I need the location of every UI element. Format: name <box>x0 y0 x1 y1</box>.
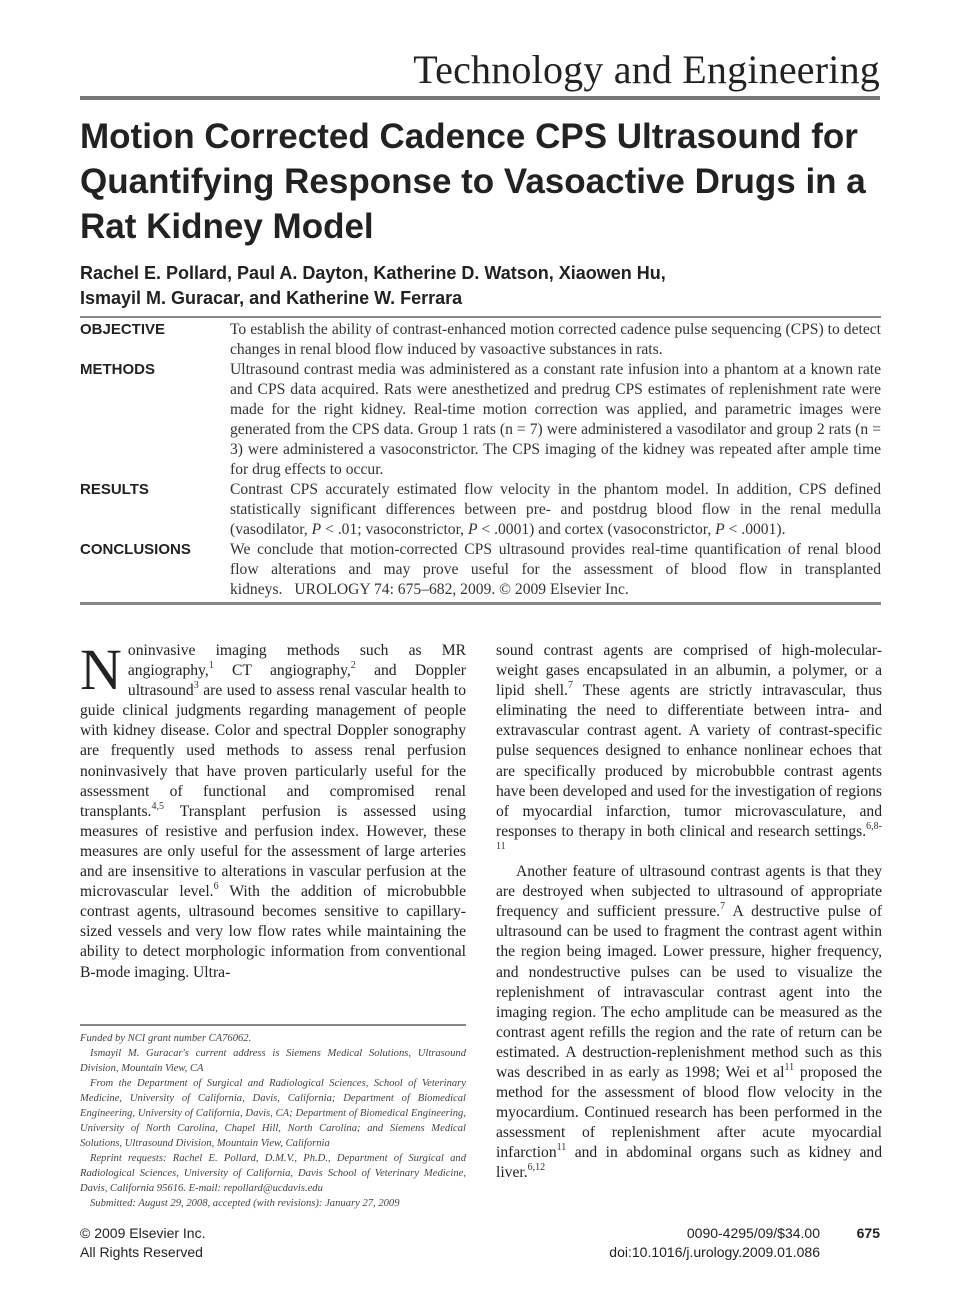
author-line-1: Rachel E. Pollard, Paul A. Dayton, Katherine D. Watson, Xiaowen Hu, <box>80 263 666 283</box>
abstract-text: To establish the ability of contrast-enhanced motion corrected cadence pulse sequencing (CPS) to detect changes in renal blood flow induced by vasoactive substances in rats. <box>230 321 881 358</box>
abstract-label: CONCLUSIONS <box>80 541 191 558</box>
reference-link[interactable]: 7 <box>720 901 726 913</box>
footnote-address: Ismayil M. Guracar's current address is Siemens Medical Solutions, Ultrasound Division, Mountain View, CA <box>80 1048 466 1074</box>
abstract-label: METHODS <box>80 361 155 378</box>
journal-citation: UROLOGY 74: 675–682, 2009. © 2009 Elsevier Inc. <box>294 581 629 598</box>
footnote-funding: Funded by NCI grant number CA76062. <box>80 1033 252 1044</box>
reference-link[interactable]: 2 <box>350 660 356 672</box>
reference-link[interactable]: 6 <box>213 881 219 893</box>
abstract-objective <box>80 320 881 360</box>
body-paragraph: Another feature of ultrasound contrast agents is that they are destroyed when subjected to ultrasound of appropriate frequency and sufficient pressure.$^7$ A destructive pulse of ultrasound can be used to fragment the contrast agent within the region being imaged. Lower pressure, higher frequency, and nondestructive pulses can be used to visualize the replenishment of intravascular contrast agent into the imaging region. The echo amplitude can be measured as the contrast agent refills the region and the rate of return can be estimated. A destruction-replenishment method such as this was described in as early as 1998; Wei et $al^{11}$ proposed the method for the assessment of blood flow velocity in the myocardium. Continued research has been performed in the assessment of replenishment after acute myocardial infarction$^{11}$ and in abdominal organs such as kidney and liver.$^{6,12}$ <box>496 863 883 1182</box>
copyright-text: © 2009 Elsevier Inc. <box>80 1225 206 1241</box>
reference-link[interactable]: 11 <box>556 1142 567 1154</box>
footnote-affiliations: From the Department of Surgical and Radiological Sciences, School of Veterinary Medicine, University of California, Davis, California; Department of Biomedical Engineering, University of California, Davis, CA; Department of Biomedical Engineering, University of North Carolina, Chapel Hill, North Carolina; and Siemens Medical Solutions, Ultrasound Division, Mountain View, California <box>80 1078 466 1149</box>
abstract-label: RESULTS <box>80 481 149 498</box>
page-number: 675 <box>856 1225 880 1241</box>
section-header: Technology and Engineering <box>413 47 880 92</box>
author-line-2: Ismayil M. Guracar, and Katherine W. Ferrara <box>80 288 463 308</box>
body-column-left <box>80 637 466 983</box>
doi-link[interactable]: doi:10.1016/j.urology.2009.01.086 <box>609 1244 820 1260</box>
abstract-text: We conclude that motion-corrected CPS ultrasound provides real-time quantification of renal blood flow alterations and may prove useful for the assessment of blood flow in transplanted kidneys. UROLOGY 74: 675–682, 2009. © 2009 Elsevier Inc. <box>230 541 881 598</box>
issn-text: 0090-4295/09/$34.00 <box>686 1225 820 1241</box>
footnote-submitted: Submitted: August 29, 2008, accepted (with revisions): January 27, 2009 <box>90 1198 400 1209</box>
abstract-text: Ultrasound contrast media was administered as a constant rate infusion into a phantom at a known rate and CPS data acquired. Rats were anesthetized and predrug CPS estimates of replenishment rate were made for the right kidney. Real-time motion correction was applied, and parametric images were generated from the CPS data. Group 1 rats (n = 7) were administered a vasodilator and group 2 rats (n = 3) were administered a vasoconstrictor. The CPS imaging of the kidney was repeated after ample time for drug effects to occur. <box>230 361 881 478</box>
reference-link[interactable]: 6,12 <box>527 1162 546 1174</box>
drop-cap: N <box>80 637 122 702</box>
body-paragraph: Noninvasive imaging methods such as MR angiography,$^1$ CT angiography,$^2$ and Doppler ultrasound$^3$ are used to assess renal vascular health to guide clinical judgments regarding management of people with kidney disease. Color and spectral Doppler sonography are frequently used methods to assess renal perfusion noninvasively that have proven particularly useful for the assessment of functional and compromised renal transplants.$^{4,5}$ Transplant perfusion is assessed using measures of resistive and perfusion index. However, these measures are only useful for the assessment of large arteries and are insensitive to alterations in vascular perfusion at the microvascular level.$^6$ With the addition of microbubble contrast agents, ultrasound becomes sensitive to capillary-sized vessels and very low flow rates while maintaining the ability to detect morphologic information from conventional B-mode imaging. Ultra- <box>80 637 466 981</box>
reference-link[interactable]: 11 <box>784 1061 795 1073</box>
reference-link[interactable]: 1 <box>208 660 214 672</box>
reference-link[interactable]: 4,5 <box>151 800 164 812</box>
rights-text: All Rights Reserved <box>80 1244 203 1260</box>
footnote-rule <box>80 1024 466 1026</box>
abstract-results <box>80 480 881 540</box>
footnotes <box>80 1031 466 1211</box>
header-rule <box>80 96 880 100</box>
abstract-methods <box>80 360 881 480</box>
body-paragraph: sound contrast agents are comprised of high-molecular-weight gases encapsulated in an albumin, a polymer, or a lipid shell.$^7$ These agents are strictly intravascular, thus eliminating the need to differentiate between intra- and extravascular contrast agent. A variety of contrast-specific pulse sequences designed to enhance nonlinear echoes that are specifically produced by microbubble contrast agents have been developed and used for the investigation of regions of myocardial infarction, tumor microvasculature, and responses to therapy in both clinical and research settings.$^{6,8-11}$ <box>496 642 882 852</box>
email-link[interactable]: repollard@ucdavis.edu <box>223 1183 323 1194</box>
reference-link[interactable]: 7 <box>567 680 573 692</box>
footer-identifiers <box>609 1224 820 1262</box>
abstract-conclusions <box>80 540 881 600</box>
footer-copyright <box>80 1224 206 1262</box>
footnote-reprint: Reprint requests: Rachel E. Pollard, D.M.V., Ph.D., Department of Surgical and Radiological Sciences, University of California, Davis School of Veterinary Medicine, Davis, California 95616. E-mail: repollard@ucdavis.edu <box>80 1153 466 1194</box>
abstract <box>80 316 881 605</box>
article-title: Motion Corrected Cadence CPS Ultrasound for Quantifying Response to Vasoactive Drugs in a Rat Kidney Model <box>80 117 866 246</box>
reference-link[interactable]: 6,8-11 <box>496 820 882 852</box>
author-list <box>80 261 880 311</box>
body-column-right <box>496 641 882 1184</box>
reference-link[interactable]: 3 <box>193 680 199 692</box>
abstract-label: OBJECTIVE <box>80 321 166 338</box>
abstract-text: Contrast CPS accurately estimated flow velocity in the phantom model. In addition, CPS defined statistically significant differences between pre- and postdrug blood flow in the renal medulla (vasodilator, P < .01; vasoconstrictor, P < .0001) and cortex (vasoconstrictor, P < .0001). <box>230 481 881 538</box>
